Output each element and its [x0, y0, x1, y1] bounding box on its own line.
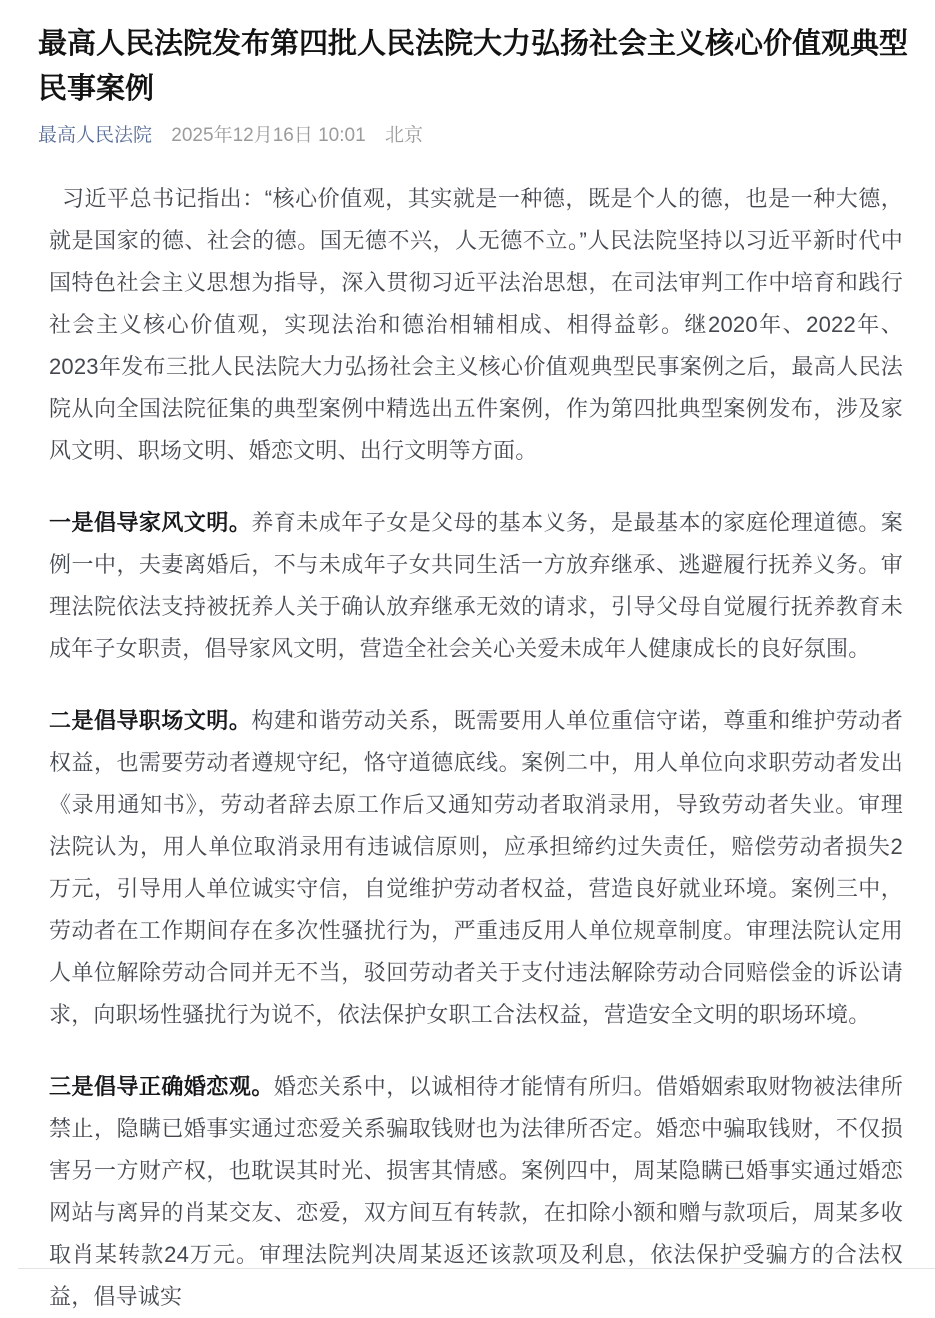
- paragraph-family-virtue: [49, 502, 903, 670]
- paragraph-intro: [49, 178, 903, 472]
- publish-location: 北京: [384, 125, 423, 146]
- paragraph-workplace-virtue: [49, 700, 903, 1036]
- byline: [38, 124, 908, 148]
- article-body: [49, 178, 903, 1318]
- paragraph-workplace-virtue-lead: 二是倡导职场文明。: [49, 708, 252, 733]
- paragraph-marriage-view-lead: 三是倡导正确婚恋观。: [49, 1074, 274, 1099]
- bottom-divider: [18, 1268, 935, 1269]
- paragraph-intro-text: 习近平总书记指出：“核心价值观，其实就是一种德，既是个人的德，也是一种大德，就是国家的德、社会的德。国无德不兴，人无德不立。”人民法院坚持以习近平新时代中国特色社会主义思想为指导，深入贯彻习近平法治思想，在司法审判工作中培育和践行社会主义核心价值观，实现法治和德治相辅相成、相得益彰。继2020年、2022年、2023年发布三批人民法院大力弘扬社会主义核心价值观典型民事案例之后，最高人民法院从向全国法院征集的典型案例中精选出五件案例，作为第四批典型案例发布，涉及家风文明、职场文明、婚恋文明、出行文明等方面。: [49, 186, 903, 463]
- paragraph-marriage-view: [49, 1066, 903, 1318]
- page-title: 最高人民法院发布第四批人民法院大力弘扬社会主义核心价值观典型民事案例: [38, 28, 909, 105]
- paragraph-family-virtue-lead: 一是倡导家风文明。: [49, 510, 252, 535]
- publish-datetime: 2025年12月16日 10:01: [171, 125, 366, 146]
- paragraph-workplace-virtue-text: 构建和谐劳动关系，既需要用人单位重信守诺，尊重和维护劳动者权益，也需要劳动者遵规守纪，恪守道德底线。案例二中，用人单位向求职劳动者发出《录用通知书》，劳动者辞去原工作后又通知劳动者取消录用，导致劳动者失业。审理法院认为，用人单位取消录用有违诚信原则，应承担缔约过失责任，赔偿劳动者损失2万元，引导用人单位诚实守信，自觉维护劳动者权益，营造良好就业环境。案例三中，劳动者在工作期间存在多次性骚扰行为，严重违反用人单位规章制度。审理法院认定用人单位解除劳动合同并无不当，驳回劳动者关于支付违法解除劳动合同赔偿金的诉讼请求，向职场性骚扰行为说不，依法保护女职工合法权益，营造安全文明的职场环境。: [49, 708, 903, 1027]
- account-link[interactable]: 最高人民法院: [38, 125, 153, 146]
- paragraph-family-virtue-text: 养育未成年子女是父母的基本义务，是最基本的家庭伦理道德。案例一中，夫妻离婚后，不与未成年子女共同生活一方放弃继承、逃避履行抚养义务。审理法院依法支持被抚养人关于确认放弃继承无效的请求，引导父母自觉履行抚养教育未成年子女职责，倡导家风文明，营造全社会关心关爱未成年人健康成长的良好氛围。: [49, 510, 903, 661]
- paragraph-marriage-view-text: 婚恋关系中，以诚相待才能情有所归。借婚姻索取财物被法律所禁止，隐瞒已婚事实通过恋爱关系骗取钱财也为法律所否定。婚恋中骗取钱财，不仅损害另一方财产权，也耽误其时光、损害其情感。案例四中，周某隐瞒已婚事实通过婚恋网站与离异的肖某交友、恋爱，双方间互有转款，在扣除小额和赠与款项后，周某多收取肖某转款24万元。审理法院判决周某返还该款项及利息，依法保护受骗方的合法权益，倡导诚实: [49, 1074, 903, 1309]
